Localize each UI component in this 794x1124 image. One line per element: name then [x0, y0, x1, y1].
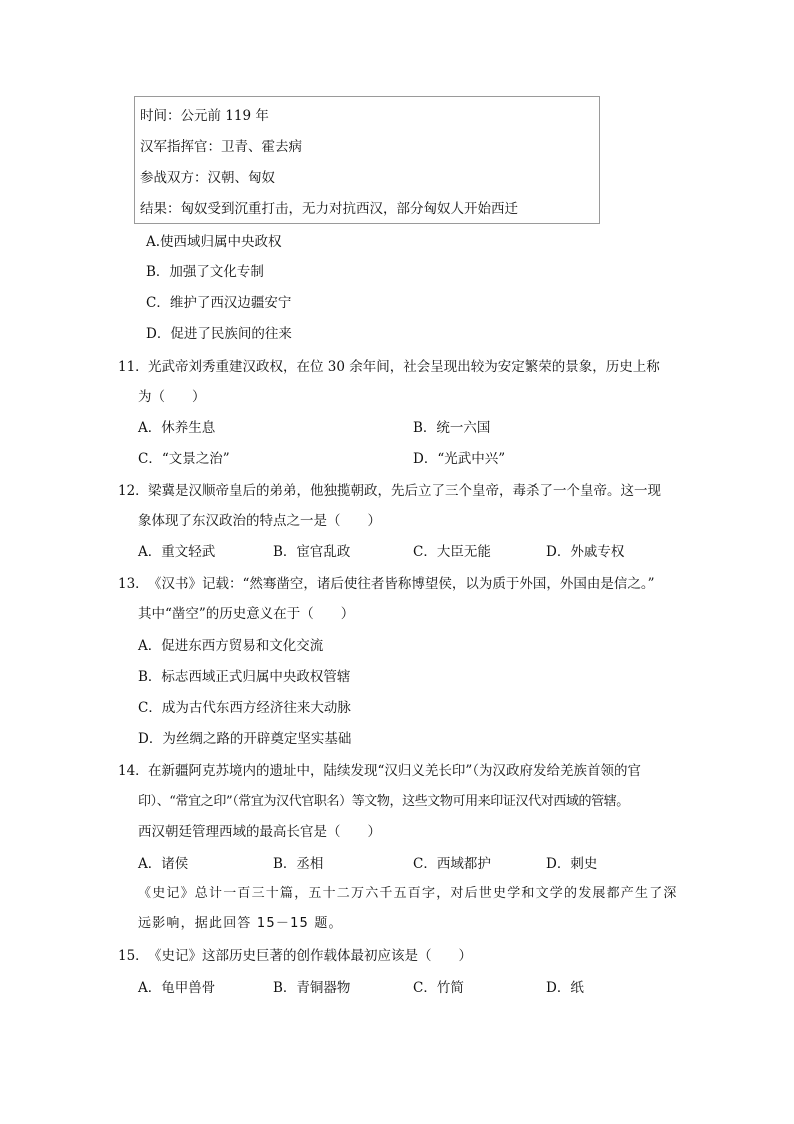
q14-option-a: A．诸侯: [138, 856, 189, 872]
q11-text-line1: 光武帝刘秀重建汉政权，在位 30 余年间，社会呈现出较为安定繁荣的景象，历史上称: [148, 359, 660, 375]
source-material-box: [134, 96, 600, 224]
q13-text-line2: 其中“凿空”的历史意义在于（ ）: [138, 606, 355, 622]
q11-number: 11．: [118, 359, 149, 375]
q14-option-b: B．丞相: [273, 856, 324, 872]
q10-option-a: A.使西域归属中央政权: [146, 234, 282, 250]
q15-option-a: A．龟甲兽骨: [138, 980, 216, 996]
q10-option-d: D．促进了民族间的往来: [146, 326, 292, 342]
q15-number: 15．: [118, 948, 149, 964]
q12-number: 12．: [118, 483, 149, 499]
q12-option-b: B．宦官乱政: [273, 544, 351, 560]
q14-text-line3: 西汉朝廷管理西域的最高长官是（ ）: [138, 824, 381, 840]
q14-number: 14．: [118, 763, 149, 779]
q12-text-line2: 象体现了东汉政治的特点之一是（ ）: [138, 513, 381, 529]
box-line-commanders: 汉军指挥官：卫青、霍去病: [140, 139, 302, 155]
q11-option-b: B．统一六国: [413, 420, 491, 436]
q12-option-d: D．外戚专权: [546, 544, 625, 560]
q10-option-c: C．维护了西汉边疆安宁: [146, 295, 292, 311]
stem-text-line2: 远影响，据此回答 15－15 题。: [138, 916, 343, 931]
stem-text-line1: 《史记》总计一百三十篇，五十二万六千五百字，对后世史学和文学的发展都产生了深: [138, 886, 678, 901]
q15-option-d: D．纸: [546, 980, 584, 996]
q12-option-a: A．重文轻武: [138, 544, 216, 560]
q12-option-c: C．大臣无能: [413, 544, 491, 560]
q13-text-line1: 《汉书》记载：“然骞凿空，诸后使往者皆称博望侯，以为质于外国，外国由是信之。”: [148, 576, 655, 592]
q13-option-b: B．标志西域正式归属中央政权管辖: [138, 669, 351, 685]
box-line-result: 结果：匈奴受到沉重打击，无力对抗西汉，部分匈奴人开始西迁: [140, 201, 518, 217]
q13-number: 13．: [118, 576, 149, 592]
q15-option-c: C．竹简: [413, 980, 464, 996]
box-line-parties: 参战双方：汉朝、匈奴: [140, 170, 275, 186]
q12-text-line1: 梁冀是汉顺帝皇后的弟弟，他独揽朝政，先后立了三个皇帝，毒杀了一个皇帝。这一现: [148, 483, 661, 499]
q15-option-b: B．青铜器物: [273, 980, 351, 996]
box-line-time: 时间：公元前 119 年: [140, 108, 269, 124]
q15-text-line1: 《史记》这部历史巨著的创作载体最初应该是（ ）: [148, 948, 472, 964]
q10-option-b: B．加强了文化专制: [146, 264, 264, 280]
q11-text-line2: 为（ ）: [138, 389, 206, 405]
q11-option-a: A．休养生息: [138, 420, 216, 436]
q13-option-c: C．成为古代东西方经济往来大动脉: [138, 700, 351, 716]
q13-option-a: A．促进东西方贸易和文化交流: [138, 638, 324, 654]
q14-text-line1: 在新疆阿克苏境内的遗址中，陆续发现“汉归义羌长印”（为汉政府发给羌族首领的官: [148, 763, 642, 779]
q14-text-line2: 印）、“常宜之印”（常宜为汉代官职名）等文物，这些文物可用来印证汉代对西域的管辖。: [138, 794, 629, 809]
q11-option-d: D．“光武中兴”: [413, 451, 506, 467]
q11-option-c: C．“文景之治”: [138, 451, 230, 467]
q14-option-c: C．西域都护: [413, 856, 491, 872]
q14-option-d: D．刺史: [546, 856, 598, 872]
q13-option-d: D．为丝绸之路的开辟奠定坚实基础: [138, 731, 352, 747]
